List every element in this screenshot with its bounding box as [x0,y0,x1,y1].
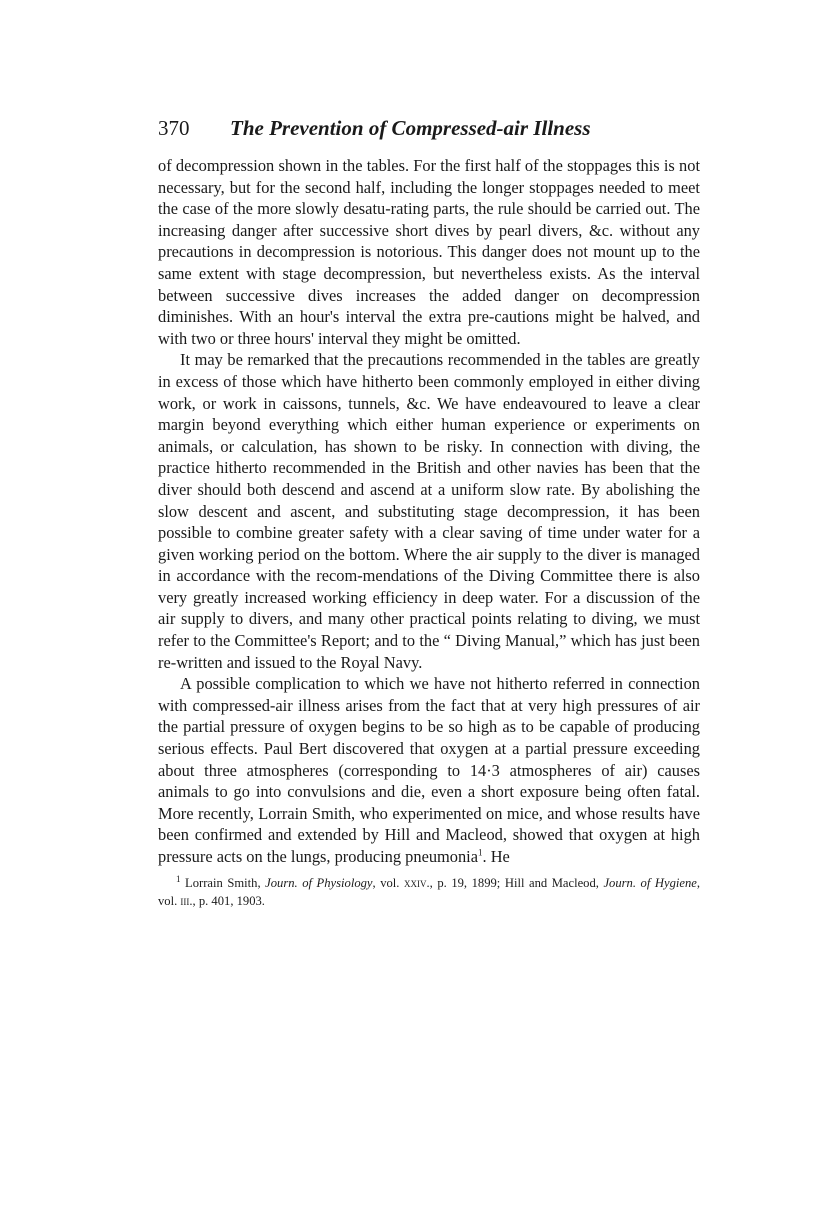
footnote-text: , vol. [372,875,404,890]
running-title: The Prevention of Compressed-air Illness [230,116,591,140]
footnote-text: , p. 19, 1899; Hill and Macleod, [429,875,604,890]
body-text [158,155,700,868]
page-number: 370 [158,116,190,140]
volume-number: xxiv. [404,875,430,890]
footnote-text: Lorrain Smith, [185,875,266,890]
footnote-text: , vol. [158,875,700,908]
page [158,113,700,910]
paragraph [158,673,700,867]
journal-title: Journ. of Hygiene [603,875,697,890]
footnote-mark: 1 [176,873,181,884]
paragraph: It may be remarked that the precautions recommended in the tables are greatly in excess of those which have hitherto been commonly employed in either diving work, or work in caissons, tunnels, &c. We have endeavoured to leave a clear margin beyond everything which either human experience or experiments on animals, or calculation, has shown to be risky. In connection with diving, the practice hitherto recommended in the British and other navies has been that the diver should both descend and ascend at a uniform slow rate. By abolishing the slow descent and ascent, and substituting stage decompression, it has been possible to combine greater safety with a clear saving of time under water for a given working period on the bottom. Where the air supply to the diver is managed in accordance with the recom-mendations of the Diving Committee there is also very greatly increased working efficiency in deep water. For a discussion of the air supply to divers, and many other practical points relating to diving, we must refer to the Committee's Report; and to the “ Diving Manual,” which has just been re-written and issued to the Royal Navy. [158,350,700,672]
footnote [158,874,700,910]
volume-number: iii. [180,893,193,908]
footnote-reference: 1 [478,847,483,858]
paragraph: of decompression shown in the tables. For the first half of the stoppages this is not necessary, but for the second half, including the longer stoppages needed to meet the case of the more slowly desatu-rating parts, the rule should be carried out. The increasing danger after successive short dives by pearl divers, &c. without any precautions in decompression is notorious. This danger does not mount up to the same extent with stage decompression, but nevertheless exists. As the interval between successive dives increases the added danger on decompression diminishes. With an hour's interval the extra pre-cautions might be halved, and with two or three hours' interval they might be omitted. [158,156,700,348]
journal-title: Journ. of Physiology [265,875,373,890]
paragraph-tail: . He [482,847,510,866]
running-header [158,113,700,143]
paragraph-text: A possible complication to which we have not hitherto referred in connection with compressed-air illness arises from the fact that at very high pressures of air the partial pressure of oxygen begins to be so high as to be capable of producing serious effects. Paul Bert discovered that oxygen at a partial pressure exceeding about three atmospheres (corresponding to 14·3 atmospheres of air) causes animals to go into convulsions and die, even a short exposure being often fatal. More recently, Lorrain Smith, who experimented on mice, and whose results have been confirmed and extended by Hill and Macleod, showed that oxygen at high pressure acts on the lungs, producing pneumonia [158,674,700,866]
footnote-text: , p. 401, 1903. [192,893,265,908]
